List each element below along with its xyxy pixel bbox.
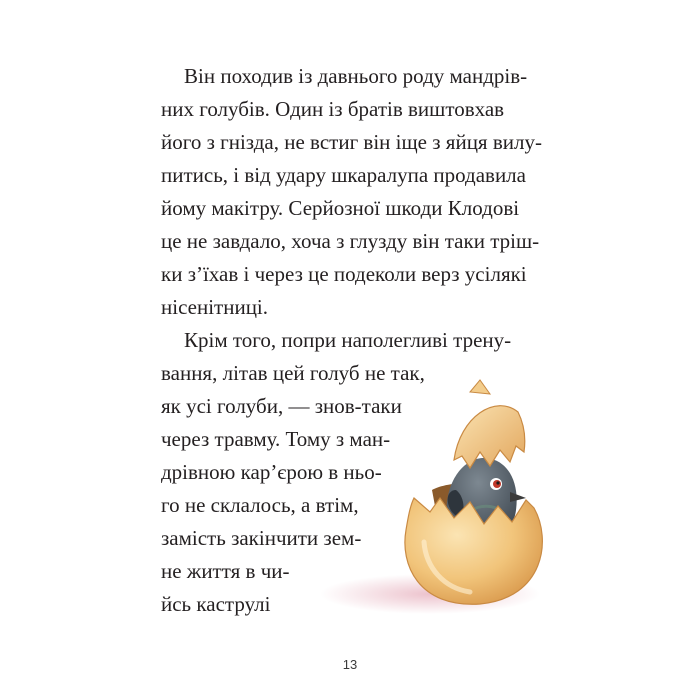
- text-line: нісенітниці.: [161, 295, 269, 319]
- text-line: замість закінчити зем-: [161, 526, 362, 550]
- pigeon-in-egg-illustration: [320, 372, 560, 622]
- text-line: йсь каструлі: [161, 592, 271, 616]
- text-line: це не завдало, хоча з глузду він таки тріш-: [161, 229, 540, 253]
- text-line: як усі голуби, — знов-таки: [161, 394, 402, 418]
- page-number: 13: [342, 657, 358, 672]
- text-line: його з гнізда, не встиг він іще з яйця вилу-: [161, 130, 542, 154]
- text-line: го не склалось, а втім,: [161, 493, 359, 517]
- text-line: питись, і від удару шкаралупа продавила: [161, 163, 526, 187]
- text-line: дрівною кар’єрою в ньо-: [161, 460, 382, 484]
- egg-shard: [470, 380, 490, 394]
- text-line: вання, літав цей голуб не так,: [161, 361, 425, 385]
- egg-shell-top: [454, 406, 525, 468]
- text-line: Крім того, попри наполегливі трену-: [184, 328, 512, 352]
- text-line: йому макітру. Серйозної шкоди Клодові: [161, 196, 520, 220]
- text-line: не життя в чи-: [161, 559, 290, 583]
- text-line: Він походив із давнього роду мандрів-: [184, 64, 528, 88]
- text-line: них голубів. Один із братів виштовхав: [161, 97, 505, 121]
- text-line: через травму. Тому з ман-: [161, 427, 391, 451]
- text-line: ки з’їхав і через це подеколи верз усілякі: [161, 262, 527, 286]
